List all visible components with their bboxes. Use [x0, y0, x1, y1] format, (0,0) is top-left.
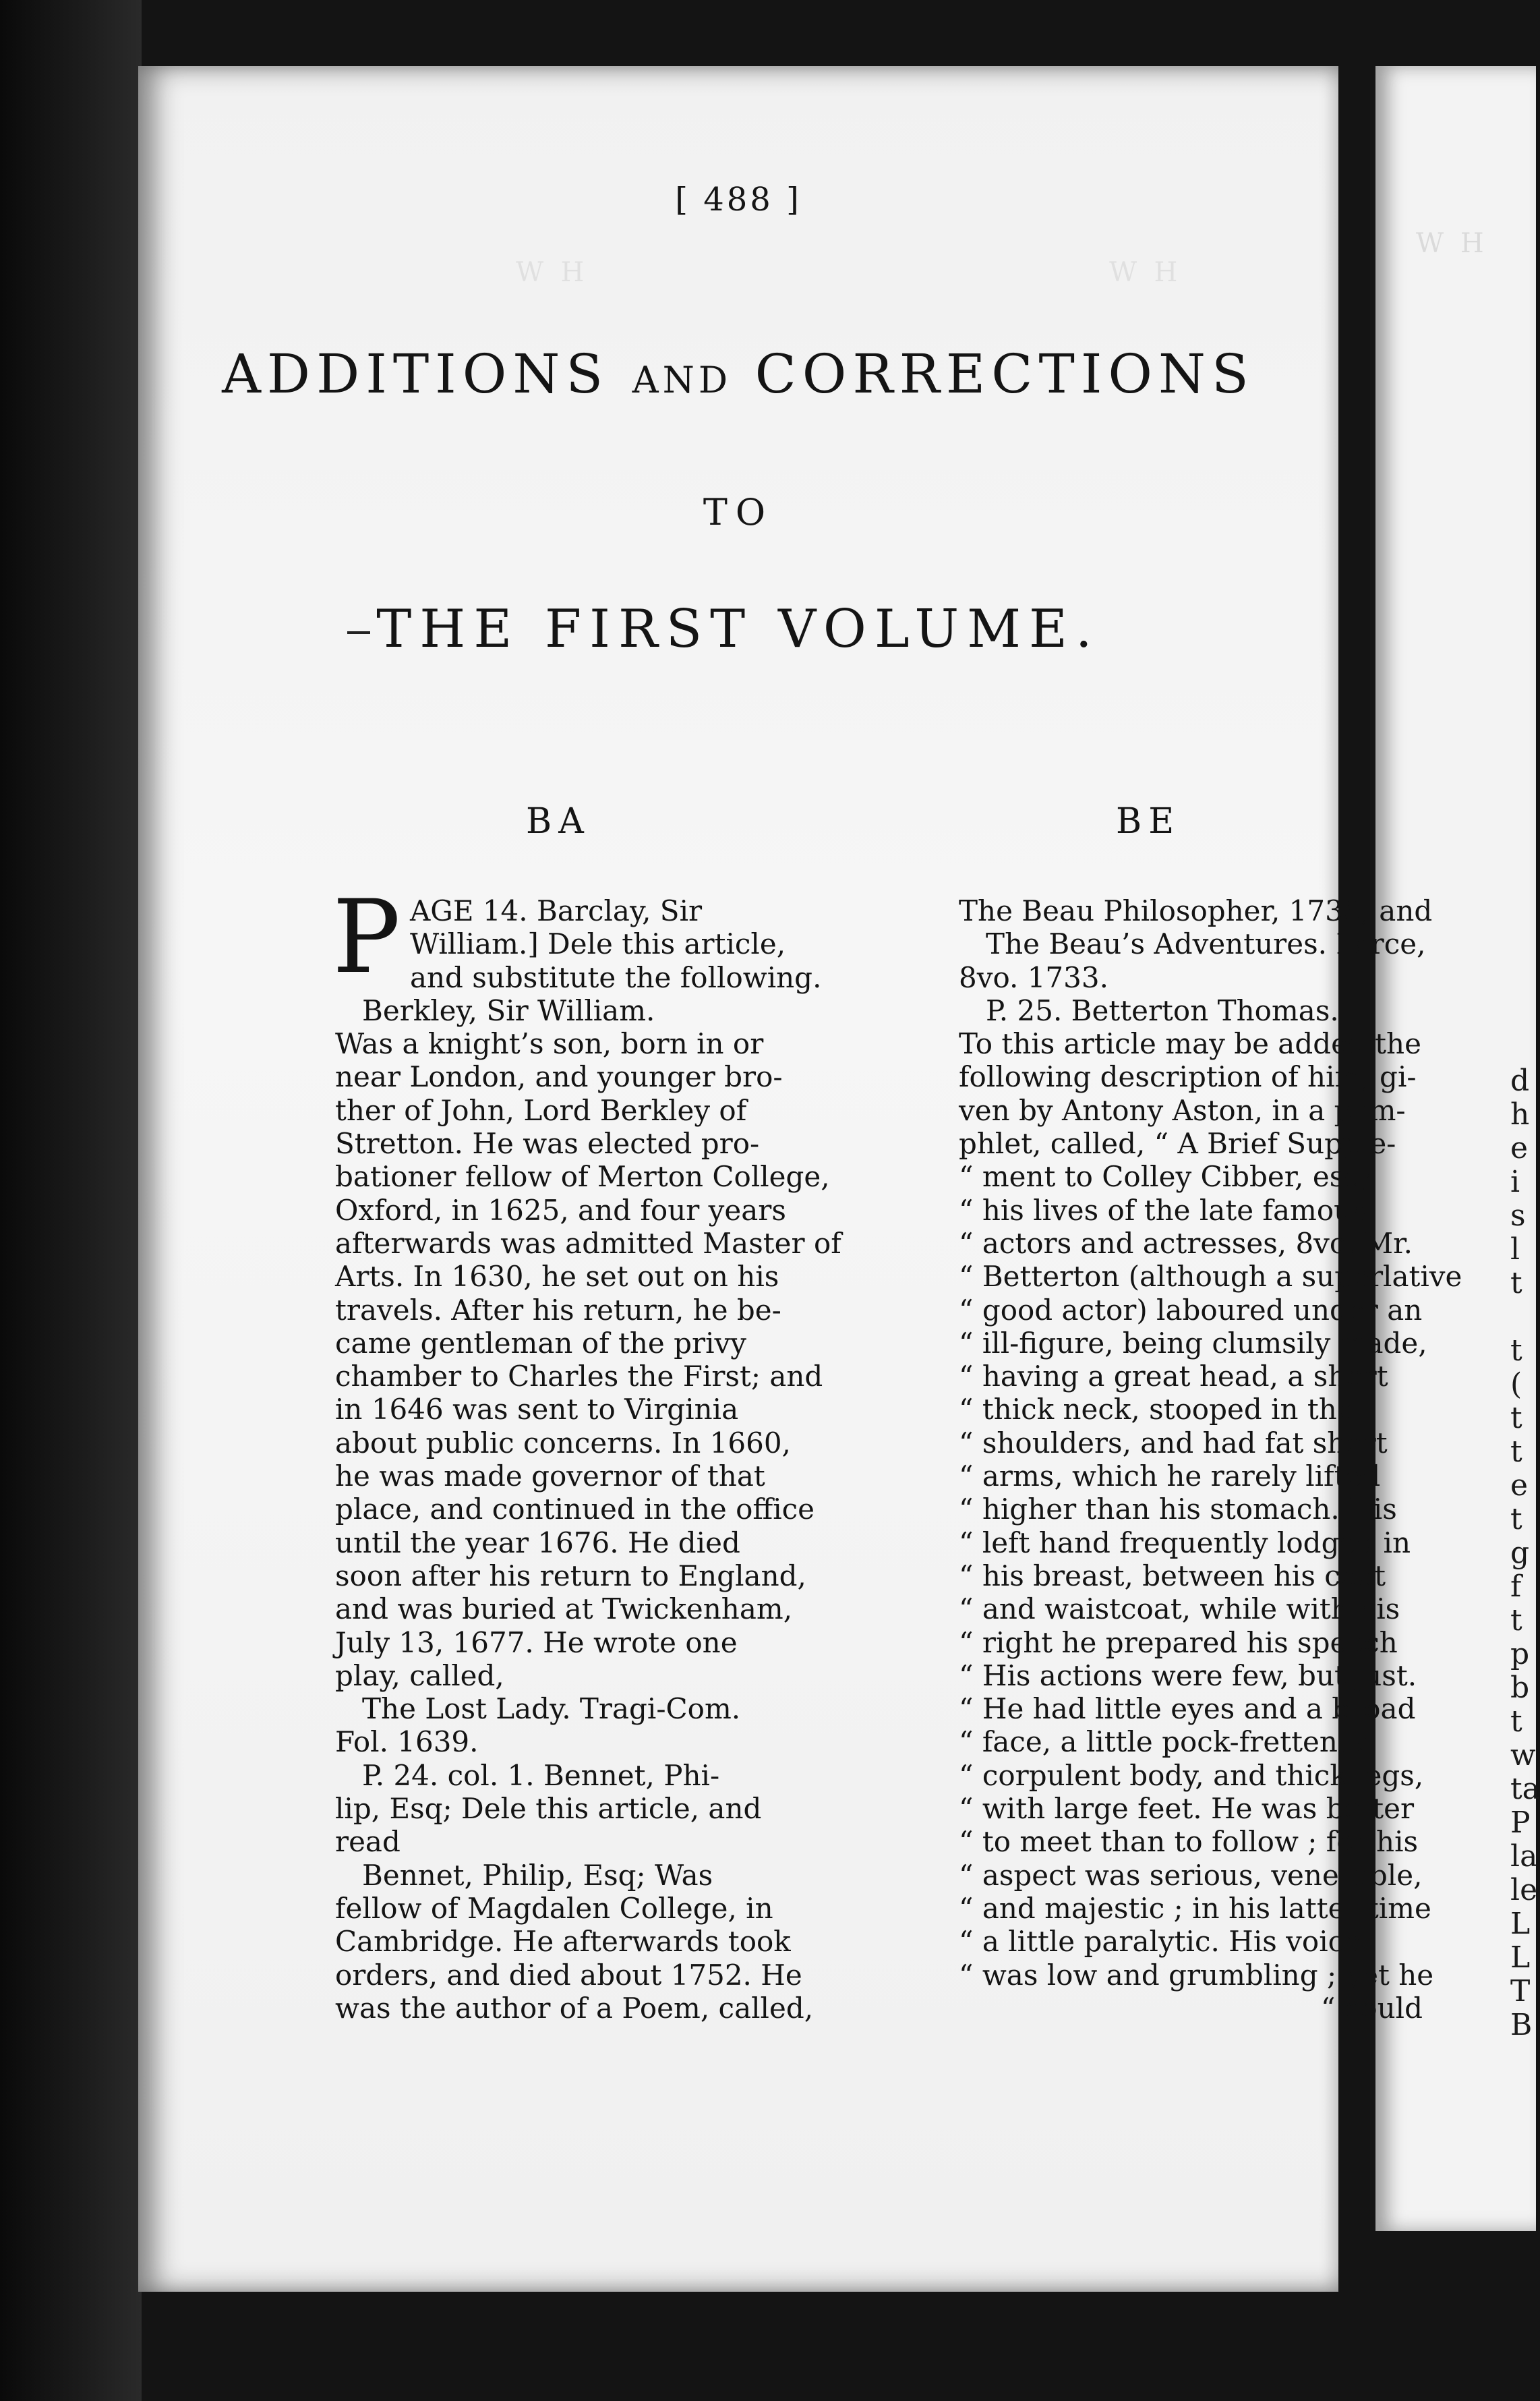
edge-letter: l [1510, 1232, 1520, 1267]
text-line: Was a knight’s son, born in or [335, 1027, 764, 1061]
text-line: read [335, 1825, 401, 1859]
text-line: “ shoulders, and had fat short [959, 1426, 1388, 1459]
text-line: about public concerns. In 1660, [335, 1426, 791, 1459]
edge-letter: t [1510, 1502, 1522, 1536]
edge-letter: i [1510, 1165, 1520, 1199]
text-line: P. 25. Betterton Thomas.] [959, 993, 1351, 1027]
text-line: “ actors and actresses, 8vo. Mr. [959, 1226, 1413, 1260]
text-line: “ thick neck, stooped in the [959, 1393, 1354, 1426]
edge-letter: t [1510, 1704, 1522, 1739]
text-line: Cambridge. He afterwards took [335, 1925, 791, 1959]
edge-letter: t [1510, 1333, 1522, 1368]
catchword: “ could [1321, 1991, 1423, 2025]
text-line: “ his lives of the late famous [959, 1193, 1367, 1227]
text-line: near London, and younger bro- [335, 1060, 783, 1094]
text-line: “ corpulent body, and thick legs, [959, 1758, 1424, 1792]
edge-letter: ( [1510, 1367, 1522, 1401]
text-line: “ face, a little pock-fretten, a [959, 1725, 1373, 1759]
text-line: “ He had little eyes and a broad [959, 1692, 1416, 1726]
edge-letter: s [1510, 1198, 1526, 1233]
text-line: “ ill-figure, being clumsily made, [959, 1326, 1427, 1360]
title-corrections: CORRECTIONS [754, 343, 1255, 405]
text-line: came gentleman of the privy [335, 1326, 746, 1360]
drop-cap: P [332, 879, 401, 996]
text-line: and was buried at Twickenham, [335, 1592, 793, 1626]
text-line: “ Betterton (although a superlative [959, 1260, 1462, 1294]
text-line: “ was low and grumbling ; yet he [959, 1958, 1434, 1992]
text-line: phlet, called, “ A Brief Supple- [959, 1127, 1396, 1161]
showthrough-text: W H [516, 257, 585, 288]
edge-letter: f [1510, 1569, 1522, 1604]
edge-letter: w [1510, 1738, 1536, 1772]
text-line: “ and majestic ; in his latter time [959, 1891, 1431, 1925]
text-line: P. 24. col. 1. Bennet, Phi- [362, 1758, 720, 1792]
left-column-head: BA [526, 801, 591, 842]
text-line: “ to meet than to follow ; for his [959, 1825, 1419, 1859]
edge-letter: L [1510, 1907, 1531, 1941]
text-line: “ right he prepared his speech [959, 1625, 1398, 1659]
text-line: 8vo. 1733. [959, 960, 1108, 994]
book-binding [0, 0, 142, 2401]
edge-letter: t [1510, 1603, 1522, 1638]
text-line: July 13, 1677. He wrote one [335, 1625, 738, 1659]
edge-letter: g [1510, 1536, 1530, 1570]
text-line: The Beau’s Adventures. Farce, [959, 927, 1426, 961]
text-line: “ His actions were few, but just. [959, 1658, 1417, 1692]
adjacent-page-showthrough: W H [1416, 228, 1488, 259]
text-line: until the year 1676. He died [335, 1526, 740, 1559]
edge-letter: L [1510, 1940, 1531, 1975]
text-line: “ higher than his stomach. His [959, 1493, 1397, 1526]
text-line: “ good actor) laboured under an [959, 1293, 1423, 1327]
text-line: William.] Dele this article, [409, 927, 786, 961]
page-number: [ 488 ] [675, 181, 802, 219]
right-column-head: BE [1116, 801, 1181, 842]
right-column [959, 894, 1462, 2025]
text-line: bationer fellow of Merton College, [335, 1160, 830, 1194]
text-line: “ having a great head, a short [959, 1360, 1388, 1393]
text-line: fellow of Magdalen College, in [335, 1891, 773, 1925]
text-line: Bennet, Philip, Esq; Was [362, 1858, 713, 1892]
book-page [138, 66, 1462, 2292]
text-line: “ a little paralytic. His voice [959, 1925, 1361, 1959]
text-line: “ ment to Colley Cibber, esq; [959, 1160, 1372, 1194]
text-line: lip, Esq; Dele this article, and [335, 1792, 762, 1826]
edge-letter: le [1510, 1873, 1538, 1907]
left-column [332, 879, 930, 2025]
showthrough-text: W H [1109, 257, 1178, 288]
edge-letter: e [1510, 1131, 1529, 1165]
text-line: “ aspect was serious, venerable, [959, 1858, 1423, 1892]
text-line: “ arms, which he rarely lifted [959, 1459, 1381, 1493]
text-line: ven by Antony Aston, in a pam- [959, 1093, 1406, 1127]
text-line: following description of him, gi- [959, 1060, 1417, 1094]
edge-letter: B [1510, 2008, 1533, 2042]
edge-letter: P [1510, 1805, 1531, 1840]
edge-letter: t [1510, 1401, 1522, 1435]
edge-letter: ta [1510, 1772, 1540, 1806]
text-line: The Lost Lady. Tragi-Com. [362, 1692, 741, 1726]
text-line: Oxford, in 1625, and four years [335, 1193, 786, 1227]
text-line: Fol. 1639. [335, 1725, 479, 1759]
edge-letter: la [1510, 1839, 1538, 1874]
title-and: AND [632, 359, 732, 401]
text-line: Arts. In 1630, he set out on his [335, 1260, 779, 1294]
text-line: place, and continued in the office [335, 1493, 815, 1526]
title-additions: ADDITIONS [222, 343, 610, 405]
text-line: The Beau Philosopher, 1736, and [959, 894, 1433, 927]
text-line: “ left hand frequently lodged in [959, 1526, 1411, 1559]
text-line: play, called, [335, 1658, 504, 1692]
text-line: Berkley, Sir William. [362, 993, 655, 1027]
text-line: was the author of a Poem, called, [335, 1991, 814, 2025]
edge-letter: e [1510, 1468, 1529, 1503]
text-line: afterwards was admitted Master of [335, 1226, 841, 1260]
text-line: chamber to Charles the First; and [335, 1360, 823, 1393]
text-line: soon after his return to England, [335, 1559, 806, 1592]
text-line: To this article may be added the [959, 1027, 1421, 1061]
title-line-1 [138, 343, 1338, 405]
text-line: “ with large feet. He was better [959, 1792, 1415, 1826]
edge-letter: p [1510, 1637, 1530, 1671]
text-line: AGE 14. Barclay, Sir [409, 894, 703, 927]
title-line-3: THE FIRST VOLUME. [376, 599, 1100, 660]
text-line: and substitute the following. [409, 960, 822, 994]
text-line: in 1646 was sent to Virginia [335, 1393, 739, 1426]
title-line-2: TO [703, 491, 774, 533]
edge-letter: h [1510, 1097, 1530, 1132]
text-line: orders, and died about 1752. He [335, 1958, 802, 1992]
text-line: ther of John, Lord Berkley of [335, 1093, 747, 1127]
edge-letter: d [1510, 1064, 1530, 1098]
text-line: travels. After his return, he be- [335, 1293, 781, 1327]
text-line: “ and waistcoat, while with his [959, 1592, 1400, 1626]
edge-letter: t [1510, 1435, 1522, 1469]
edge-letter [1510, 1300, 1540, 1334]
text-line: Stretton. He was elected pro- [335, 1127, 760, 1161]
edge-letter: T [1510, 1974, 1531, 2008]
edge-letter: b [1510, 1671, 1530, 1705]
text-line: he was made governor of that [335, 1459, 765, 1493]
text-line: “ his breast, between his coat [959, 1559, 1386, 1592]
adjacent-page-letters [1510, 1064, 1540, 2042]
edge-letter: t [1510, 1266, 1522, 1300]
